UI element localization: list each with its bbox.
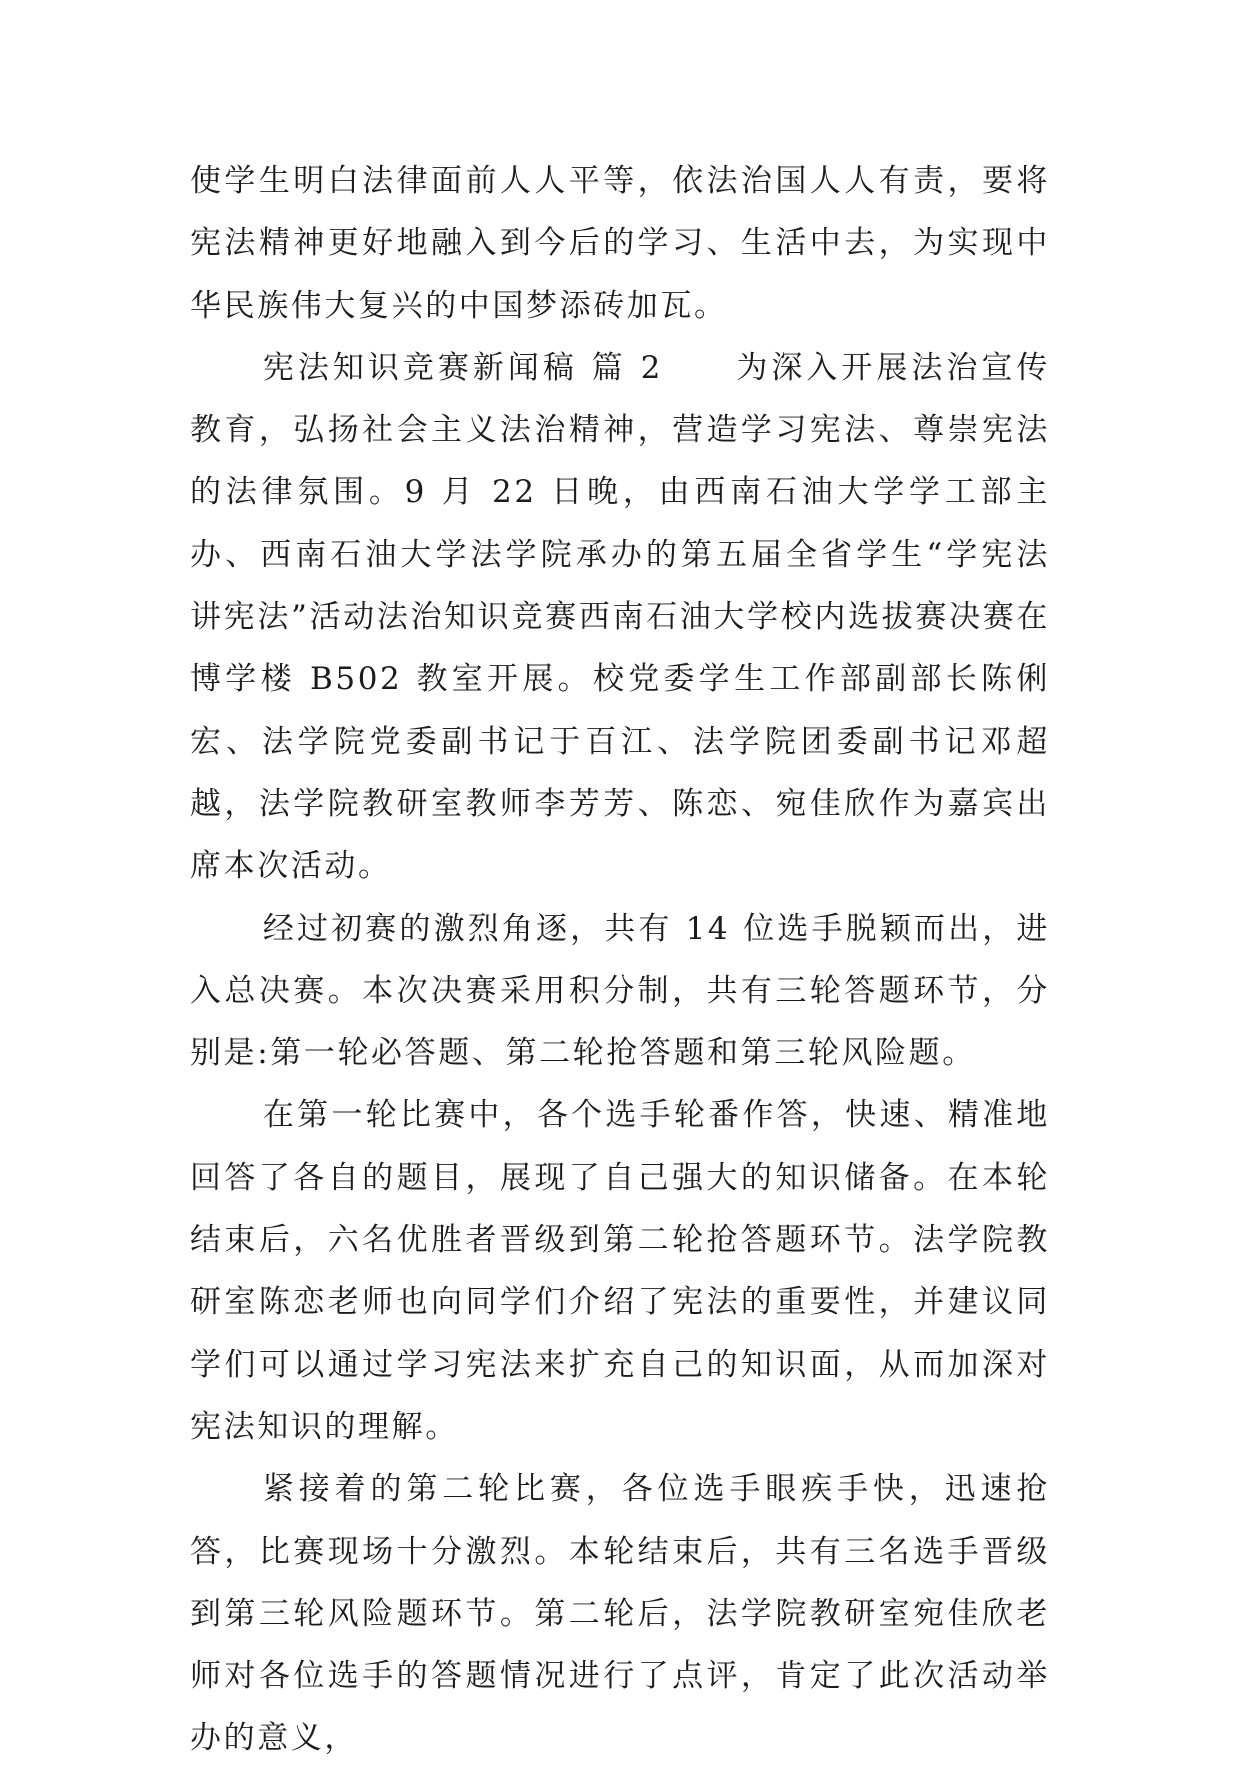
paragraph-preliminary-round (190, 898, 1050, 1085)
paragraph-text: 在第一轮比赛中，各个选手轮番作答，快速、精准地回答了各自的题目，展现了自己强大的知识储备。在本轮结束后，六名优胜者晋级到第二轮抢答题环节。法学院教研室陈恋老师也向同学们介绍了宪法的重要性，并建议同学们可以通过学习宪法来扩充自己的知识面，从而加深对宪法知识的理解。 (190, 1097, 1050, 1445)
paragraph-text: 紧接着的第二轮比赛，各位选手眼疾手快，迅速抢答，比赛现场十分激烈。本轮结束后，共有三名选手晋级到第三轮风险题环节。第二轮后，法学院教研室宛佳欣老师对各位选手的答题情况进行了点评，肯定了此次活动举办的意义， (190, 1471, 1050, 1757)
paragraph-text: 经过初赛的激烈角逐，共有 14 位选手脱颖而出，进入总决赛。本次决赛采用积分制，共有三轮答题环节，分别是:第一轮必答题、第二轮抢答题和第三轮风险题。 (190, 910, 1050, 1072)
paragraph-article-2-intro (190, 337, 1050, 898)
paragraph-first-round (190, 1084, 1050, 1458)
document-body (190, 150, 1050, 1770)
paragraph-continuation (190, 150, 1050, 337)
paragraph-second-round (190, 1458, 1050, 1769)
section-heading: 宪法知识竞赛新闻稿 篇 2 (262, 349, 663, 386)
paragraph-text: 为深入开展法治宣传教育，弘扬社会主义法治精神，营造学习宪法、尊崇宪法的法律氛围。9 月 22 日晚，由西南石油大学学工部主办、西南石油大学法学院承办的第五届全省学生“学宪法 讲宪法”活动法治知识竞赛西南石油大学校内选拔赛决赛在博学楼 B502 教室开展。校党委学生工作部副部长陈俐宏、法学院党委副书记于百江、法学院团委副书记邓超越，法学院教研室教师李芳芳、陈恋、宛佳欣作为嘉宾出席本次活动。 (190, 349, 1051, 885)
paragraph-text: 使学生明白法律面前人人平等，依法治国人人有责，要将宪法精神更好地融入到今后的学习、生活中去，为实现中华民族伟大复兴的中国梦添砖加瓦。 (190, 163, 1050, 324)
